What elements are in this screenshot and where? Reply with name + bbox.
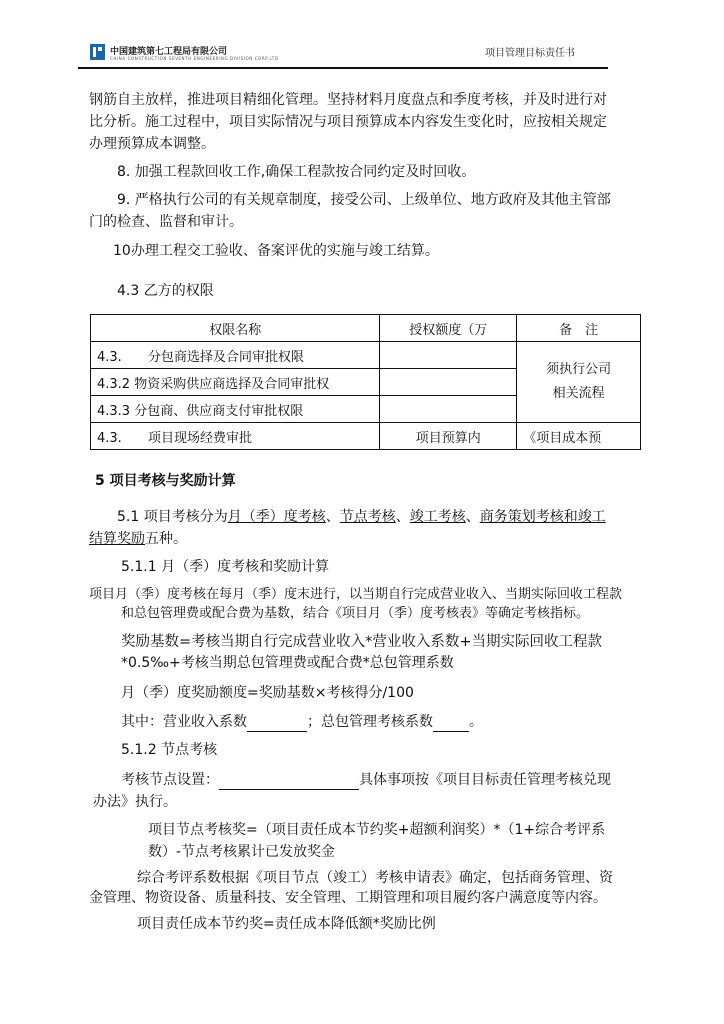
item-9-line1: 9. 严格执行公司的有关规章制度，接受公司、上级单位、地方政府及其他主管部 [117, 192, 611, 208]
underlined-term: 结算奖励 [89, 531, 145, 547]
table-cell [91, 342, 380, 369]
formula-line: *0.5‰+考核当期总包管理费或配合费*总包管理系数 [121, 655, 454, 671]
item-10: 10办理工程交工验收、备案评优的实施与竣工结算。 [113, 243, 439, 259]
row-name: 项目现场经费审批 [147, 430, 252, 446]
blank-field [219, 775, 359, 790]
section-5-title: 5 项目考核与奖励计算 [95, 473, 236, 489]
paragraph-line: 和总包管理费或配合费为基数，结合《项目月（季）度考核表》等确定考核指标。 [121, 606, 590, 621]
table-cell [380, 342, 517, 369]
item-9-line2: 门的检查、监督和审计。 [89, 214, 243, 230]
text-span: 考核节点设置： [121, 772, 219, 788]
merged-note-cell [517, 342, 641, 423]
underlined-term: 月（季）度考核 [227, 509, 326, 525]
table-row [91, 423, 641, 450]
blank-field [247, 717, 307, 732]
blank-field [433, 717, 469, 732]
table-header-cell: 授权额度（万 [380, 315, 517, 342]
text-span: ；总包管理考核系数 [307, 714, 433, 730]
note-line: 须执行公司 [546, 362, 612, 377]
paragraph-line: 项目责任成本节约奖=责任成本降低额*奖励比例 [137, 916, 436, 932]
section-5-1-line2 [89, 530, 187, 549]
text-span: 五种。 [145, 531, 187, 547]
table-cell [91, 369, 380, 396]
underlined-term: 商务策划考核和竣工 [479, 509, 606, 525]
document-title: 项目管理目标责任书 [485, 48, 575, 59]
paragraph-line: 金管理、物资设备、质量科技、安全管理、工期管理和项目履约客户满意度等内容。 [89, 890, 607, 906]
row-number: 4.3. [97, 430, 122, 446]
text-span: 具体事项按《项目目标责任管理考核兑现 [359, 772, 611, 788]
paragraph-line: 办理预算成本调整。 [89, 136, 215, 152]
paragraph-line: 办法》执行。 [93, 794, 177, 810]
paragraph-line: 比分析。施工过程中，项目实际情况与项目预算成本内容发生变化时，应按相关规定 [89, 114, 607, 130]
formula-line: 月（季）度奖励额度=奖励基数×考核得分/100 [121, 685, 414, 701]
table-row [91, 342, 641, 369]
formula-line: 项目节点考核奖=（项目责任成本节约奖+超额利润奖）*（1+综合考评系 [148, 822, 606, 838]
authority-table [90, 314, 641, 450]
table-cell [380, 369, 517, 396]
section-4-3-heading: 4.3 乙方的权限 [117, 283, 214, 299]
formula-line: 数）-节点考核累计已发放奖金 [148, 844, 336, 860]
paragraph-line: 钢筋自主放样，推进项目精细化管理。坚持材料月度盘点和季度考核，并及时进行对 [89, 92, 607, 108]
text-span: 其中：营业收入系数 [121, 714, 247, 730]
company-name-en: CHINA CONSTRUCTION SEVENTH ENGINEERING DIVISION CORP.LTD [110, 56, 279, 61]
text-span: 、 [325, 509, 340, 525]
paragraph-line: 综合考评系数根据《项目节点（竣工）考核申请表》确定，包括商务管理、资 [137, 870, 613, 886]
row-number: 4.3. [97, 349, 122, 365]
company-name: 中国建筑第七工程局有限公司 [110, 47, 228, 57]
underlined-term: 竣工考核 [409, 509, 466, 525]
item-8: 8. 加强工程款回收工作,确保工程款按合同约定及时回收。 [117, 164, 476, 180]
table-header-row [91, 315, 641, 342]
table-cell [91, 423, 380, 450]
row-name: 4.3.2 物资采购供应商选择及合同审批权 [97, 376, 330, 392]
text-span: 5.1 项目考核分为 [117, 509, 228, 525]
table-cell: 项目预算内 [380, 423, 517, 450]
table-header-cell: 备 注 [517, 315, 641, 342]
row-name: 4.3.3 分包商、供应商支付审批权限 [97, 403, 304, 419]
table-cell: 《项目成本预 [517, 423, 641, 450]
text-span: 、 [465, 509, 480, 525]
underlined-term: 节点考核 [339, 509, 396, 525]
text-span: 、 [395, 509, 410, 525]
section-5-1-1-heading: 5.1.1 月（季）度考核和奖励计算 [121, 559, 330, 575]
paragraph-line: 项目月（季）度考核在每月（季）度末进行，以当期自行完成营业收入、当期实际回收工程款 [89, 587, 623, 602]
coefficient-line [121, 713, 483, 732]
row-name: 分包商选择及合同审批权限 [147, 349, 304, 365]
table-header-cell: 权限名称 [91, 315, 380, 342]
table-cell [380, 396, 517, 423]
formula-line: 奖励基数=考核当期自行完成营业收入*营业收入系数+当期实际回收工程款 [121, 634, 603, 650]
company-logo-icon [90, 44, 105, 60]
header-divider [78, 67, 608, 69]
table-cell [91, 396, 380, 423]
node-setting-line [121, 771, 611, 790]
text-span: 。 [469, 714, 483, 730]
section-5-1-line1 [117, 508, 606, 527]
note-line: 相关流程 [552, 386, 605, 401]
section-5-1-2-heading: 5.1.2 节点考核 [121, 742, 218, 758]
